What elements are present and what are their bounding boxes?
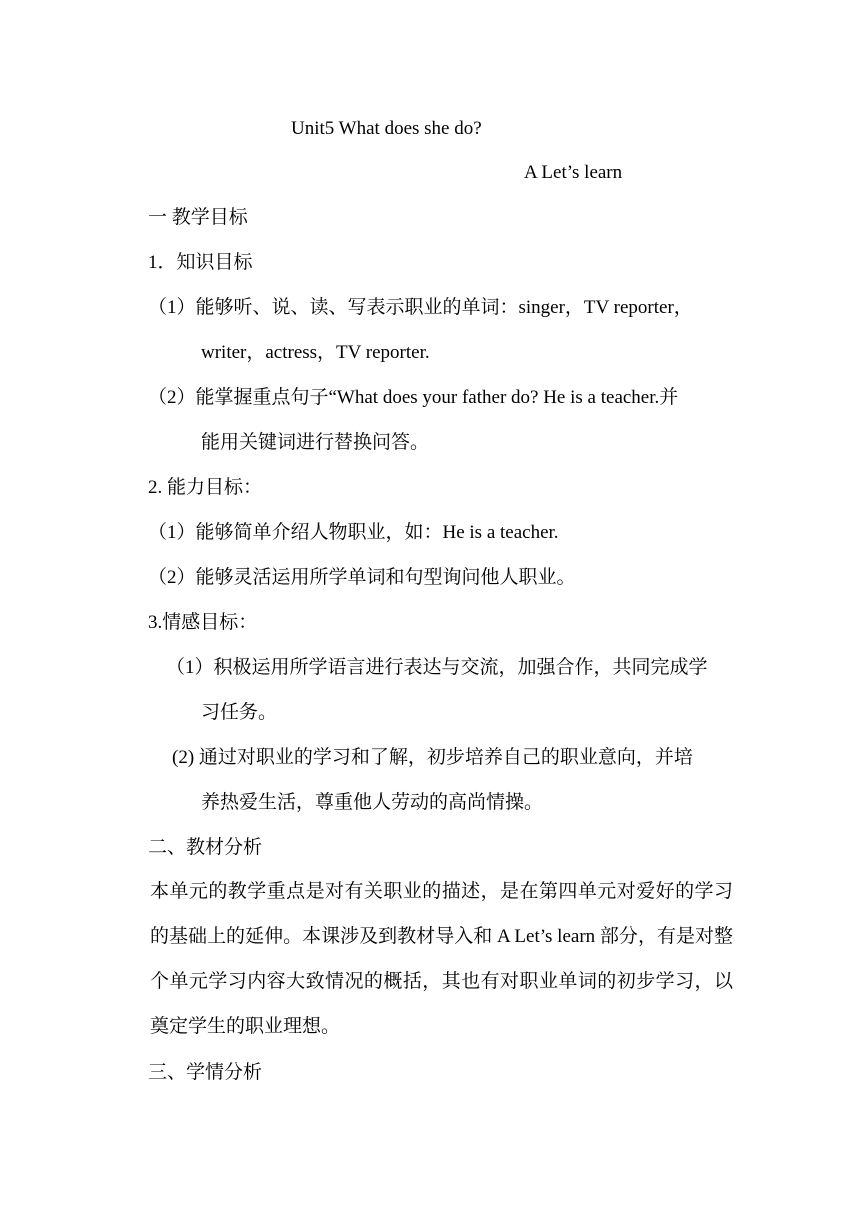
knowledge-item-1-line-1: （1）能够听、说、读、写表示职业的单词：singer，TV reporter， [148, 297, 693, 318]
ability-goals-heading: 2. 能力目标： [148, 477, 263, 498]
emotion-item-2-line-1: (2) 通过对职业的学习和了解，初步培养自己的职业意向，并培 [172, 747, 693, 768]
section-3-heading: 三、学情分析 [148, 1062, 263, 1083]
page-subtitle: A Let’s learn [524, 162, 623, 183]
page-title: Unit5 What does she do? [291, 118, 482, 139]
section-1-heading: 一 教学目标 [148, 207, 248, 228]
knowledge-goals-heading: 1．知识目标 [148, 252, 253, 273]
knowledge-item-1-line-2: writer，actress，TV reporter. [201, 342, 430, 363]
ability-item-2: （2）能够灵活运用所学单词和句型询问他人职业。 [148, 567, 576, 588]
section-2-body: 本单元的教学重点是对有关职业的描述，是在第四单元对爱好的学习的基础上的延伸。本课涉及到教材导入和 A Let’s learn 部分，有是对整个单元学习内容大致情况的概括，其也有对职业单词的初步学习，以奠定学生的职业理想。 [150, 881, 733, 1037]
emotion-item-2-line-2: 养热爱生活，尊重他人劳动的高尚情操。 [201, 792, 544, 813]
ability-item-1: （1）能够简单介绍人物职业，如：He is a teacher. [148, 522, 559, 543]
emotion-item-1-line-2: 习任务。 [201, 702, 278, 723]
emotion-goals-heading: 3.情感目标： [148, 612, 258, 633]
knowledge-item-2-line-1: （2）能掌握重点句子“What does your father do? He is a teacher.并 [148, 387, 679, 408]
section-2-heading: 二、教材分析 [148, 837, 263, 858]
emotion-item-1-line-1: （1）积极运用所学语言进行表达与交流，加强合作，共同完成学 [166, 657, 708, 678]
knowledge-item-2-line-2: 能用关键词进行替换问答。 [201, 432, 430, 453]
